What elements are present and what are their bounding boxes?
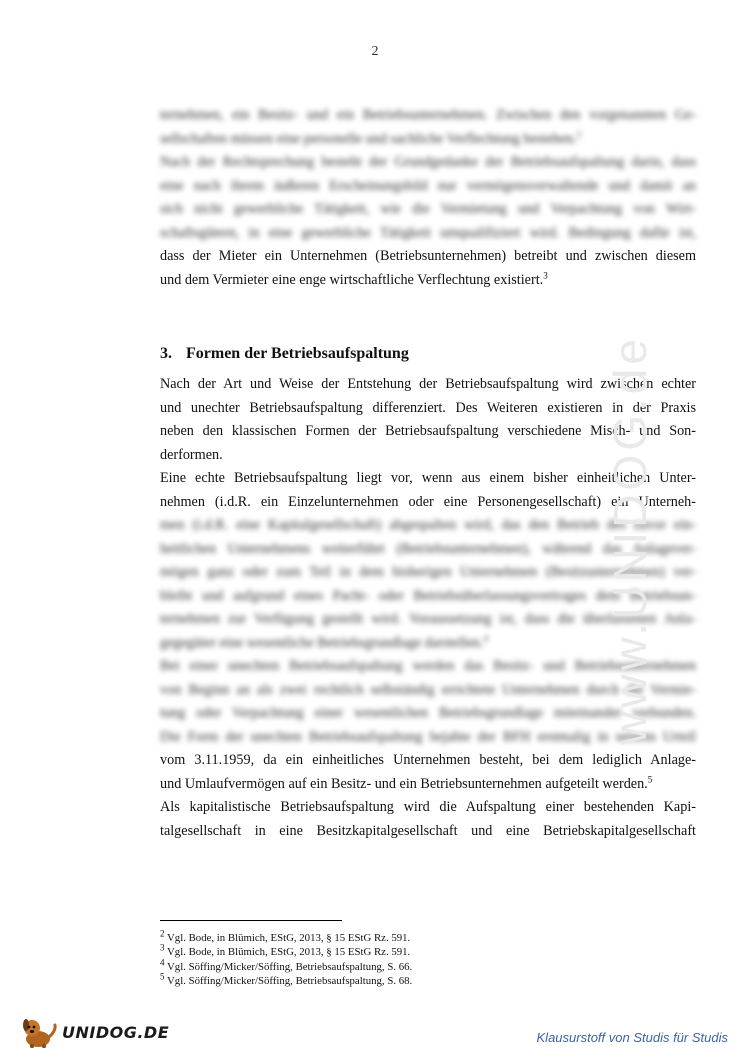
footnote-item: $^5$ Vgl. Söffing/Micker/Söffing, Betriebsaufspaltung, S. 68. <box>160 971 413 987</box>
blurred-line: Die Form der unechten Betriebsaufspaltung bejahte der BFH erstmalig in seinem Urteil <box>160 728 696 745</box>
blurred-line: men (i.d.R. eine Kapitalgesellschaft) abgespalten wird, das den Betrieb des zuvor ein- <box>160 517 696 533</box>
footnote-item: $^3$ Vgl. Bode, in Blümich, EStG, 2013, § 15 EStG Rz. 591. <box>160 942 411 959</box>
blurred-line: bleibt und aufgrund eines Pacht- oder Betriebsüberlassungsvertrages dem Betriebsun- <box>160 587 696 604</box>
text-line: nehmen (i.d.R. ein Einzelunternehmen oder eine Personengesellschaft) ein Unterneh- <box>160 493 696 510</box>
text-line: neben den klassischen Formen der Betriebsaufspaltung verschiedene Misch- und Son- <box>160 423 696 439</box>
text-line: derformen. <box>160 446 223 463</box>
text-line: Als kapitalistische Betriebsaufspaltung wird die Aufspaltung einer bestehenden Kapi- <box>160 799 696 815</box>
blurred-line: ternehmen, ein Besitz- und ein Betriebsunternehmen. Zwischen den vorgenannten Ge- <box>160 107 696 123</box>
page-number: 2 <box>371 44 379 59</box>
logo-text: UNIDOG.DE <box>62 1022 170 1042</box>
text-line: und unechter Betriebsaufspaltung differenziert. Des Weiteren existieren in der Praxis <box>160 399 696 416</box>
footnotes <box>160 928 413 988</box>
tagline: Klausurstoff von Studis für Studis <box>536 1030 728 1045</box>
blurred-line: heitlichen Unternehmens weiterführt (Betriebsunternehmen), während das Anlagever- <box>160 540 696 557</box>
text-line: Nach der Art und Weise der Entstehung der Betriebsaufspaltung wird zwischen echter <box>160 376 696 392</box>
footnote-item: $^2$ Vgl. Bode, in Blümich, EStG, 2013, § 15 EStG Rz. 591. <box>160 928 411 944</box>
blurred-line: eine nach ihrem äußeren Erscheinungsbild nur vermögensverwaltende und damit an <box>160 177 696 194</box>
dog-mascot-icon <box>20 1015 60 1049</box>
footnote-divider <box>160 920 342 921</box>
blurred-line: sich nicht gewerbliche Tätigkeit, wie die Vermietung und Verpachtung von Wirt- <box>160 201 696 217</box>
text-line: Eine echte Betriebsaufspaltung liegt vor, wenn aus einem bisher einheitlichen Unter- <box>160 470 696 486</box>
paragraph-1 <box>160 104 696 292</box>
watermark: www.UNIDOG.de <box>604 335 656 745</box>
text-line: und dem Vermieter eine enge wirtschaftliche Verflechtung existiert.$^3$ <box>160 269 548 288</box>
section-heading <box>160 345 409 363</box>
footnote-marker: 5 <box>647 773 653 784</box>
blurred-line: sellschaften müssen eine personelle und sachliche Verflechtung bestehen.$^2$ <box>160 128 582 147</box>
blurred-line: Nach der Rechtsprechung besteht der Grundgedanke der Betriebsaufspaltung darin, dass <box>160 154 696 170</box>
blurred-line: tung oder Verpachtung einer wesentlichen Betriebsgrundlage miteinander verbunden. <box>160 705 696 721</box>
blurred-line: von Beginn an als zwei rechtlich selbständig errichtete Unternehmen durch die Vermie- <box>160 681 696 698</box>
footnote-marker: 3 <box>543 269 548 280</box>
blurred-line: gegegüter eine wesentliche Betriebsgrundlage darstellen.$^4$ <box>160 632 488 651</box>
blurred-line: ternehmen zur Verfügung gestellt wird. Voraussetzung ist, dass die überlassenen Anla- <box>160 611 696 627</box>
blurred-line: Bei einer unechten Betriebsaufspaltung werden das Besitz- und Betriebsunternehmen <box>160 658 696 674</box>
text-line: vom 3.11.1959, da ein einheitliches Unternehmen besteht, bei dem lediglich Anlage- <box>160 752 696 768</box>
text-line: talgesellschaft in eine Besitzkapitalgesellschaft und eine Betriebskapitalgesellschaft <box>160 822 696 839</box>
unidog-logo[interactable] <box>20 1015 169 1049</box>
blurred-line: schaftsgütern, in eine gewerbliche Tätigkeit umqualifiziert wird. Bedingung dafür ist, <box>160 224 696 241</box>
text-line: dass der Mieter ein Unternehmen (Betriebsunternehmen) betreibt und zwischen diesem <box>160 248 696 264</box>
section-title: Formen der Betriebsaufspaltung <box>186 345 409 362</box>
section-number: 3. <box>160 345 172 362</box>
blurred-line: mögen ganz oder zum Teil in dem bisherigen Unternehmen (Besitzunternehmen) ver- <box>160 564 696 580</box>
footnote-item: $^4$ Vgl. Söffing/Micker/Söffing, Betriebsaufspaltung, S. 66. <box>160 957 413 973</box>
text-line: und Umlaufvermögen auf ein Besitz- und ein Betriebsunternehmen aufgeteilt werden.$^5$ <box>160 773 653 792</box>
